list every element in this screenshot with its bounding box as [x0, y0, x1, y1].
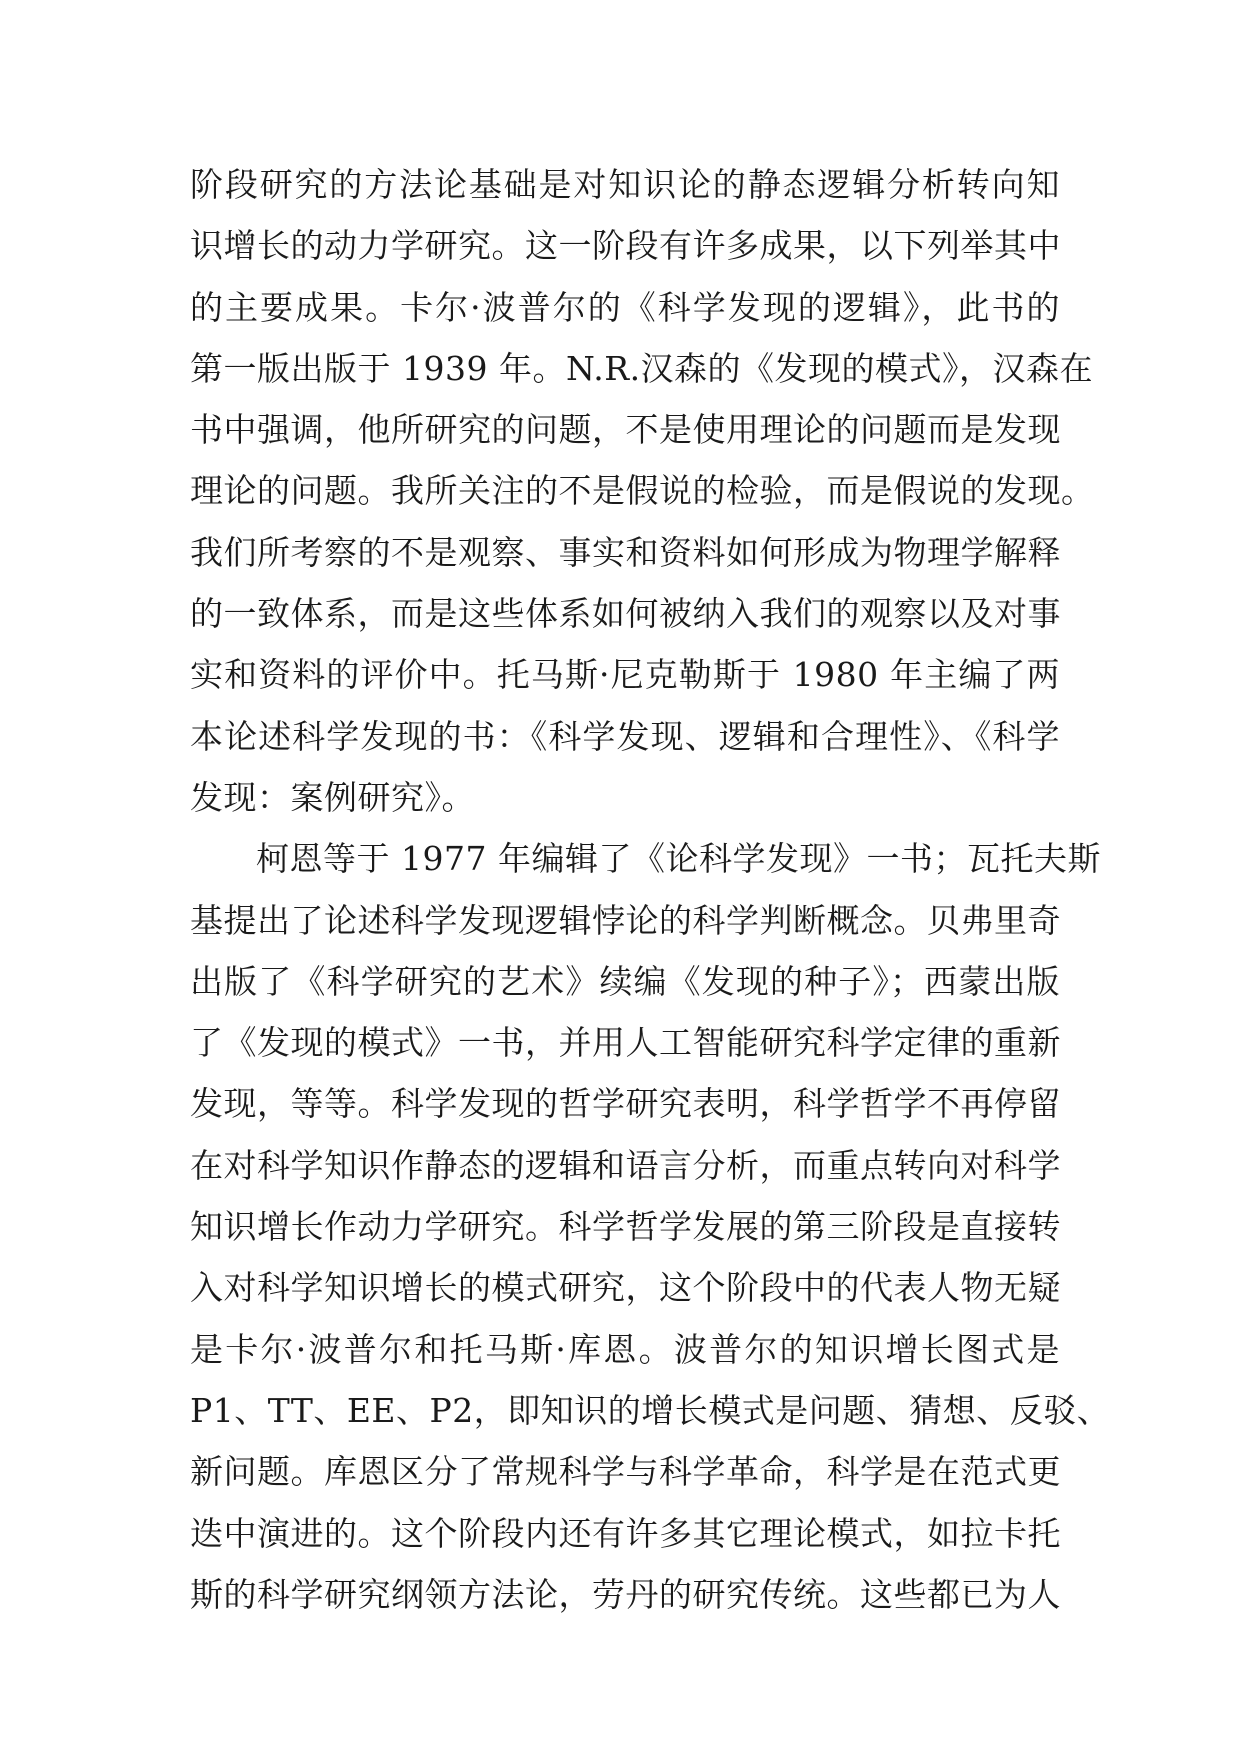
- paragraph-2: [190, 828, 1111, 1625]
- text-line: P1、TT、EE、P2，即知识的增长模式是问题、猜想、反驳、: [190, 1390, 1111, 1430]
- text-line: 发现，等等。科学发现的哲学研究表明，科学哲学不再停留: [190, 1084, 1061, 1124]
- text-line: 在对科学知识作静态的逻辑和语言分析，而重点转向对科学: [190, 1145, 1061, 1185]
- body-text: [190, 154, 1111, 1625]
- text-line: 发现：案例研究》。: [190, 777, 475, 817]
- text-line: 的主要成果。卡尔·波普尔的《科学发现的逻辑》，此书的: [190, 287, 1060, 327]
- text-line: 理论的问题。我所关注的不是假说的检验，而是假说的发现。: [190, 471, 1095, 511]
- text-line: 是卡尔·波普尔和托马斯·库恩。波普尔的知识增长图式是: [190, 1329, 1060, 1369]
- text-line: 我们所考察的不是观察、事实和资料如何形成为物理学解释: [190, 532, 1061, 572]
- text-line: 书中强调，他所研究的问题，不是使用理论的问题而是发现: [190, 410, 1061, 450]
- paragraph-1: [190, 154, 1095, 828]
- text-line: 阶段研究的方法论基础是对知识论的静态逻辑分析转向知: [190, 165, 1060, 204]
- text-line: 实和资料的评价中。托马斯·尼克勒斯于 1980 年主编了两: [190, 655, 1060, 695]
- text-line: 迭中演进的。这个阶段内还有许多其它理论模式，如拉卡托: [190, 1513, 1061, 1553]
- text-line: 了《发现的模式》一书，并用人工智能研究科学定律的重新: [190, 1023, 1061, 1063]
- text-line: 柯恩等于 1977 年编辑了《论科学发现》一书；瓦托夫斯: [256, 839, 1101, 879]
- text-line: 基提出了论述科学发现逻辑悖论的科学判断概念。贝弗里奇: [190, 900, 1061, 940]
- text-line: 斯的科学研究纲领方法论，劳丹的研究传统。这些都已为人: [190, 1574, 1061, 1614]
- text-line: 识增长的动力学研究。这一阶段有许多成果，以下列举其中: [190, 226, 1061, 266]
- text-line: 的一致体系，而是这些体系如何被纳入我们的观察以及对事: [190, 594, 1061, 634]
- text-line: 出版了《科学研究的艺术》续编《发现的种子》；西蒙出版: [190, 961, 1060, 1001]
- text-line: 本论述科学发现的书：《科学发现、逻辑和合理性》、《科学: [190, 716, 1060, 756]
- text-line: 知识增长作动力学研究。科学哲学发展的第三阶段是直接转: [190, 1207, 1061, 1247]
- text-line: 入对科学知识增长的模式研究，这个阶段中的代表人物无疑: [190, 1268, 1061, 1308]
- text-line: 第一版出版于 1939 年。N.R.汉森的《发现的模式》，汉森在: [190, 348, 1094, 388]
- text-line: 新问题。库恩区分了常规科学与科学革命，科学是在范式更: [190, 1452, 1061, 1492]
